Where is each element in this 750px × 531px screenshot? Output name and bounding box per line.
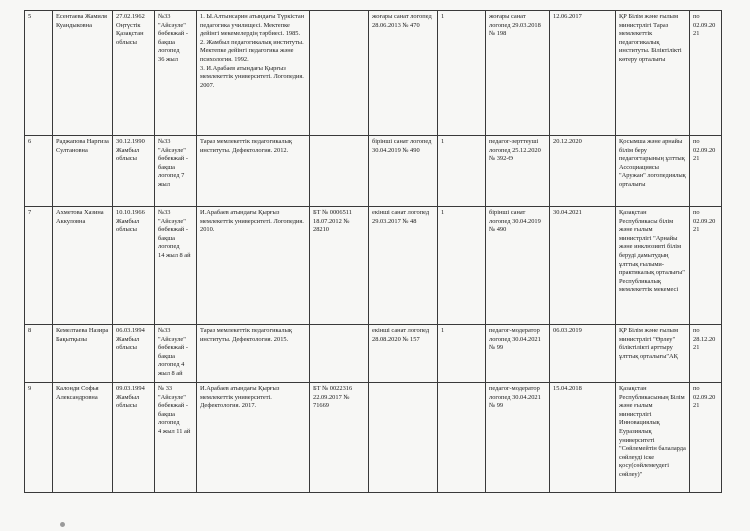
rate: 1 — [438, 207, 486, 325]
valid-until: по 28.12.2021 — [690, 325, 722, 383]
scan-speck — [60, 522, 65, 527]
course-date: 20.12.2020 — [550, 136, 616, 207]
workplace: №33 "Айсәуле" бөбекжай - бақша логопед 7 жыл — [155, 136, 197, 207]
course-provider: ҚР Білім және ғылым министрлігі Тараз мемлекеттік педагогикалық институты. Біліктілікті көтеру орталығы — [616, 11, 690, 136]
course-provider: Қазақстан Республикасы білім және ғылым министрлігі "Арнайы және инклюзивті білім беруді дамытудың ұлттық ғылыми-практикалық орталығы" Республикалық мемлекеттік мекемесі — [616, 207, 690, 325]
course-provider: ҚР Білім және ғылым министрлігі "Өрлеу" біліктілікті арттыру ұлттық орталығы"АҚ — [616, 325, 690, 383]
previous-category: жоғары санат логопед 28.06.2013 № 470 — [369, 11, 438, 136]
course-date: 30.04.2021 — [550, 207, 616, 325]
workplace: №33 "Айсәуле" бөбекжай - бақша логопед 36 жыл — [155, 11, 197, 136]
workplace: №33 "Айсәуле" бөбекжай - бақша логопед 14 жыл 8 ай — [155, 207, 197, 325]
rate: 1 — [438, 11, 486, 136]
birth-info: 06.03.1994 Жамбыл облысы — [113, 325, 155, 383]
education: И.Арабаев атындағы Қырғыз мемлекеттік университеті. Логопедия. 2010. — [197, 207, 310, 325]
course-date: 06.03.2019 — [550, 325, 616, 383]
education: И.Арабаев атындағы Қырғыз мемлекеттік университеті. Дефектология. 2017. — [197, 383, 310, 493]
education: 1. Ы.Алтынсарин атындағы Түркістан педагогика училищесі. Мектепке дейінгі мекемелердің тәрбиесі. 1985. 2. Жамбыл педагогикалық институты. Мектепке дейінгі педагогика және психология. 1992. 3. И.Арабаев атындағы Қырғыз мемлекеттік университеті. Логопедия. 2007. — [197, 11, 310, 136]
new-category: жоғары санат логопед 29.03.2018 № 198 — [486, 11, 550, 136]
full-name: Калонди Софья Александровна — [53, 383, 113, 493]
diploma: БТ № 0006511 18.07.2012 № 28210 — [310, 207, 369, 325]
rate: 1 — [438, 136, 486, 207]
previous-category: екінші санат логопед 28.08.2020 № 157 — [369, 325, 438, 383]
course-provider: Қосымша және арнайы білім беру педагогтарының ұлттық Ассоциациясы "Аружан" логопедиялық орталығы — [616, 136, 690, 207]
new-category: педагог-модератор логопед 30.04.2021 № 99 — [486, 325, 550, 383]
full-name: Ахметова Хазина Аккуловна — [53, 207, 113, 325]
row-number: 8 — [25, 325, 53, 383]
row-number: 5 — [25, 11, 53, 136]
full-name: Раджапова Наргиза Султановна — [53, 136, 113, 207]
course-date: 15.04.2018 — [550, 383, 616, 493]
education: Тараз мемлекеттік педагогикалық институты. Дефектология. 2012. — [197, 136, 310, 207]
staff-table — [24, 10, 722, 493]
birth-info: 30.12.1990 Жамбыл облысы — [113, 136, 155, 207]
table-row — [25, 383, 722, 493]
education: Тараз мемлекеттік педагогикалық институты. Дефектология. 2015. — [197, 325, 310, 383]
birth-info: 27.02.1962 Оңтүстік Қазақстан облысы — [113, 11, 155, 136]
diploma — [310, 325, 369, 383]
diploma: БТ № 0022316 22.09.2017 № 71669 — [310, 383, 369, 493]
valid-until: по 02.09.2021 — [690, 383, 722, 493]
rate: 1 — [438, 325, 486, 383]
rate — [438, 383, 486, 493]
table-row — [25, 11, 722, 136]
workplace: №33 "Айсәуле" бөбекжай - бақша логопед 4 жыл 8 ай — [155, 325, 197, 383]
course-provider: Қазақстан Республикасының Білім және ғылым министрлігі Инновациялық Еуразиялық университеті "Сөйлемейтін балаларда сөйлеуді іске қосу(сөйлемеудегі сөйлеу)" — [616, 383, 690, 493]
valid-until: по 02.09.2021 — [690, 207, 722, 325]
workplace: № 33 "Айсәуле" бөбекжай - бақша логопед 4 жыл 11 ай — [155, 383, 197, 493]
table-row — [25, 207, 722, 325]
full-name: Есентаева Жамиля Куандыковна — [53, 11, 113, 136]
row-number: 6 — [25, 136, 53, 207]
new-category: педагог-зерттеуші логопед 25.12.2020 № 392-Ө — [486, 136, 550, 207]
diploma — [310, 11, 369, 136]
previous-category: бірінші санат логопед 30.04.2019 № 490 — [369, 136, 438, 207]
valid-until: по 02.09.2021 — [690, 11, 722, 136]
valid-until: по 02.09.2021 — [690, 136, 722, 207]
table-row — [25, 325, 722, 383]
new-category: бірінші санат логопед 30.04.2019 № 490 — [486, 207, 550, 325]
row-number: 7 — [25, 207, 53, 325]
table-row — [25, 136, 722, 207]
table-body — [25, 11, 722, 493]
full-name: Кемелтаева Назира Бақытқызы — [53, 325, 113, 383]
previous-category: екінші санат логопед 29.03.2017 № 48 — [369, 207, 438, 325]
row-number: 9 — [25, 383, 53, 493]
new-category: педагог-модератор логопед 30.04.2021 № 99 — [486, 383, 550, 493]
birth-info: 09.03.1994 Жамбыл облысы — [113, 383, 155, 493]
course-date: 12.06.2017 — [550, 11, 616, 136]
previous-category — [369, 383, 438, 493]
birth-info: 10.10.1966 Жамбыл облысы — [113, 207, 155, 325]
diploma — [310, 136, 369, 207]
